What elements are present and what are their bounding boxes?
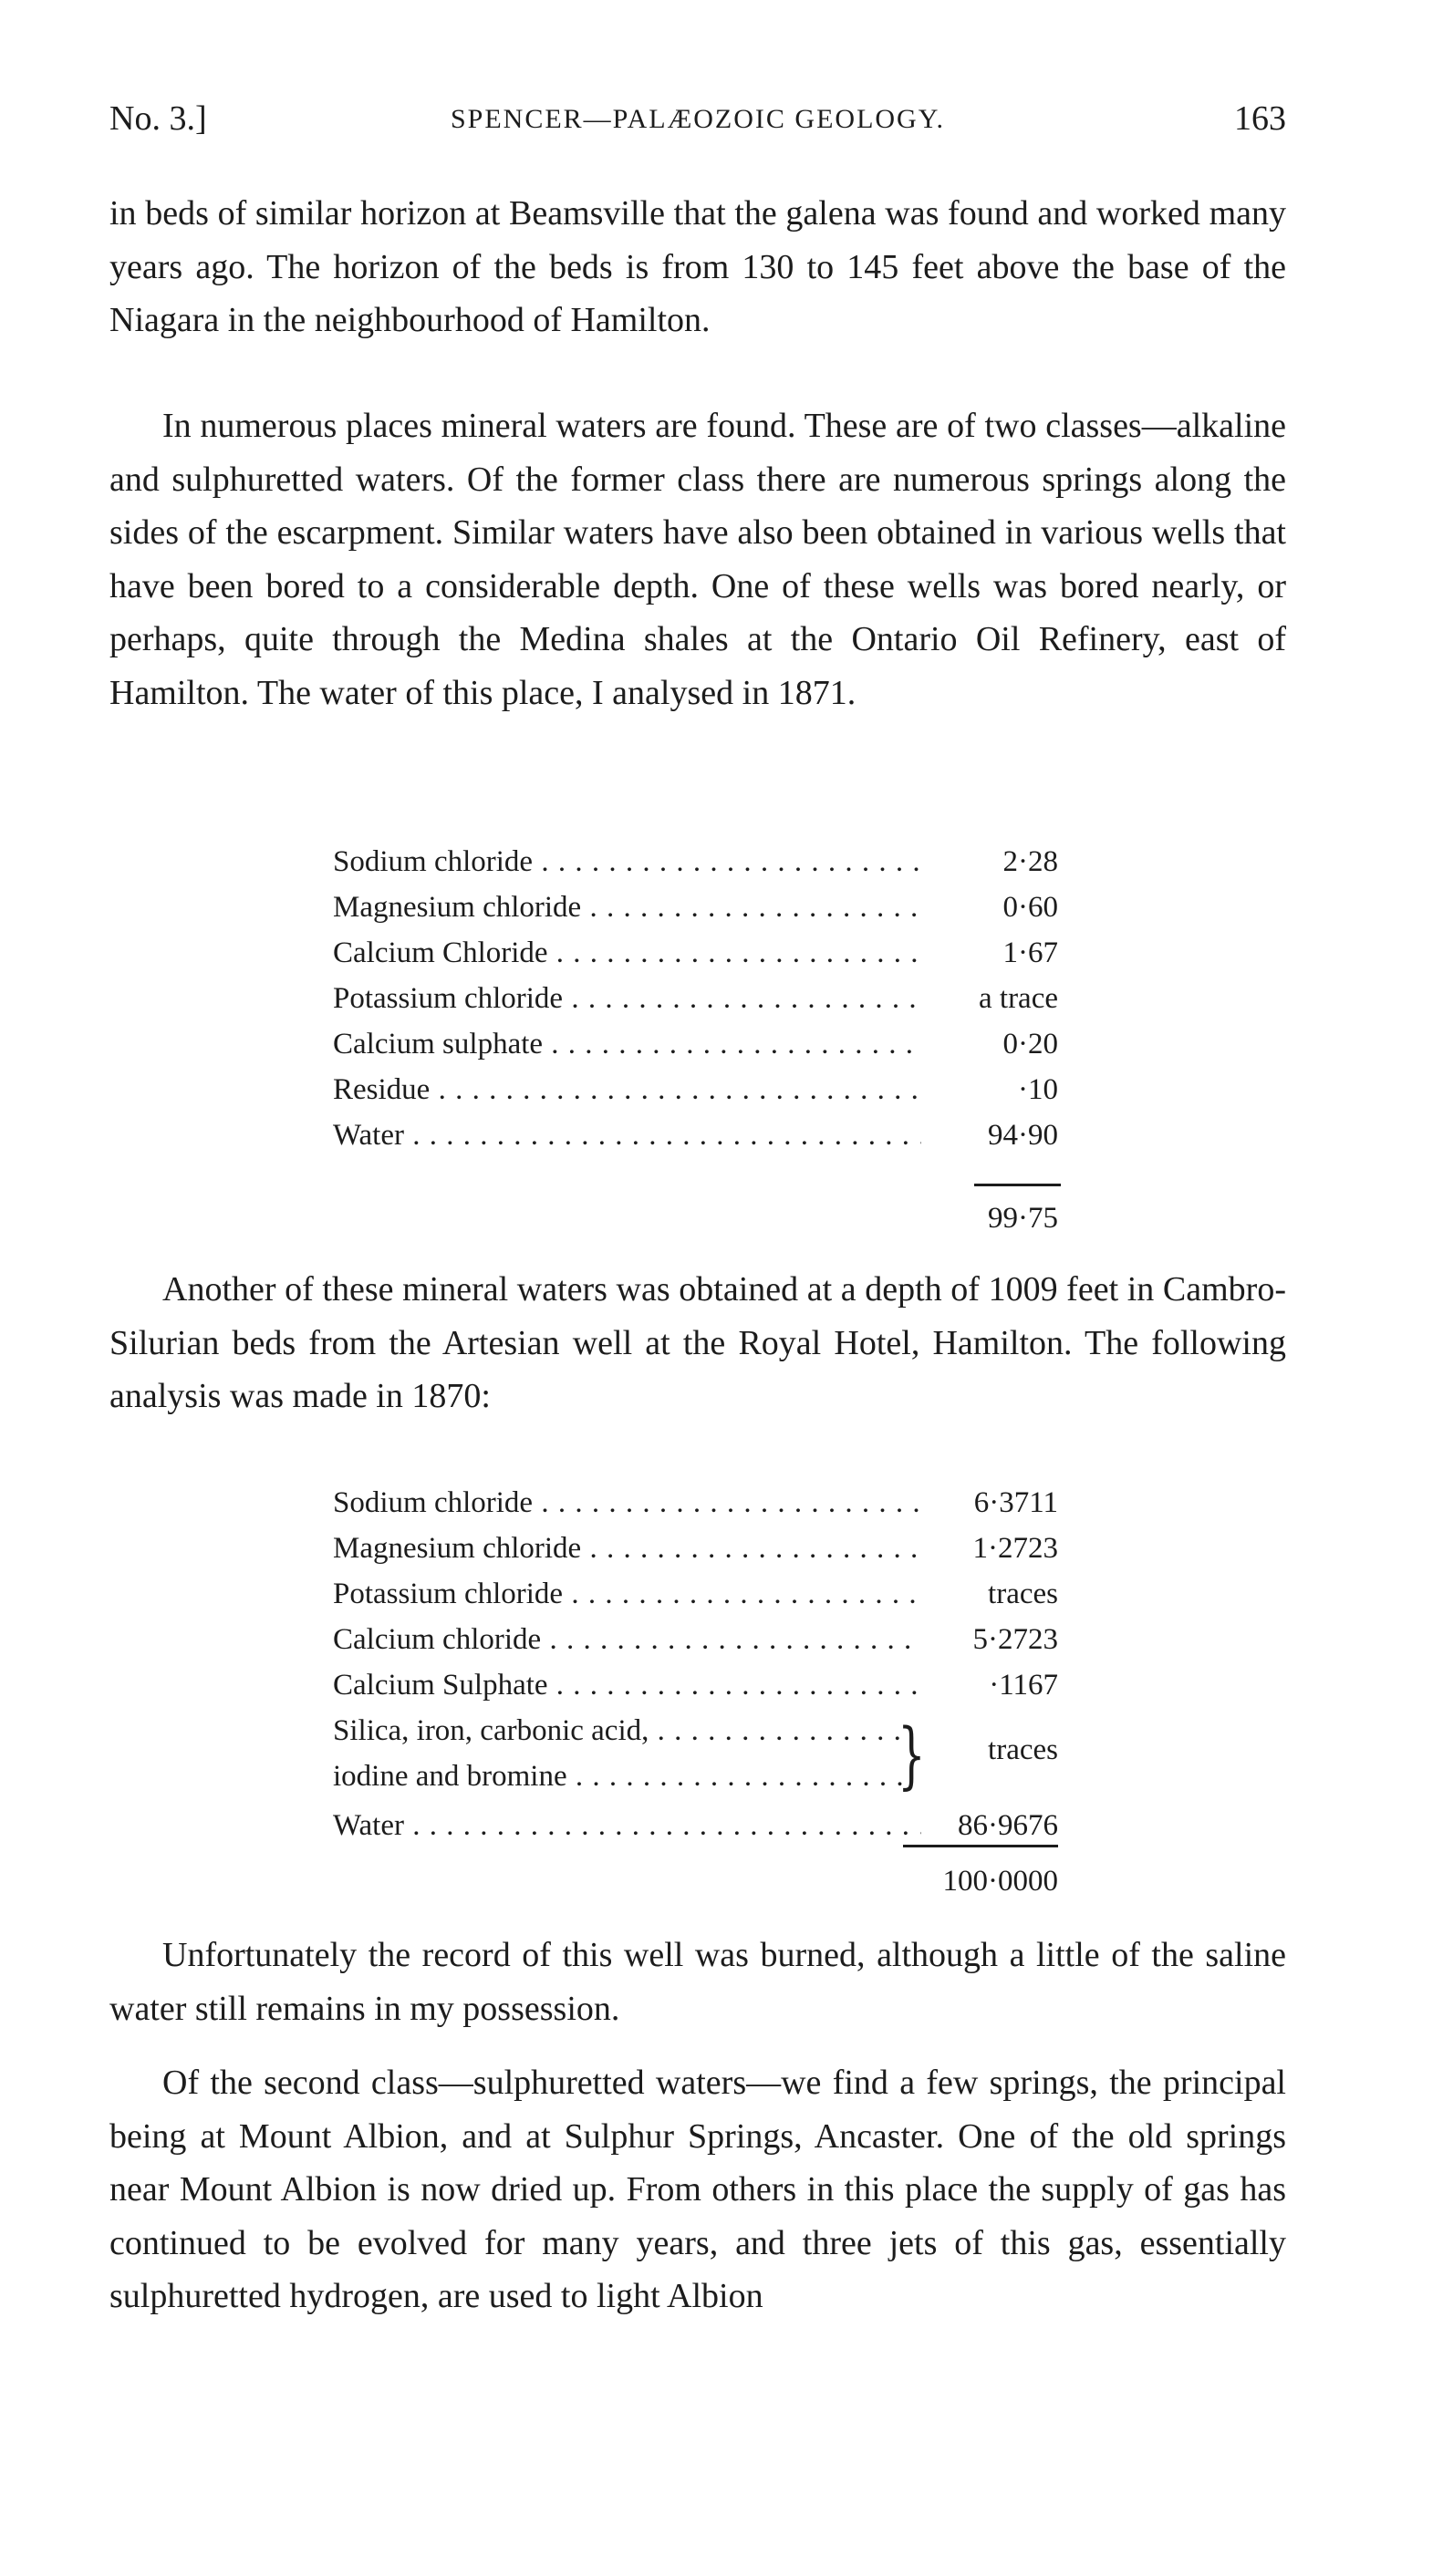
running-title: SPENCER—PALÆOZOIC GEOLOGY. [450, 104, 946, 134]
row-value: 5·2723 [972, 1623, 1058, 1656]
grouped-value: traces [988, 1733, 1058, 1766]
table-row [333, 1662, 1058, 1708]
table-row [333, 1526, 1058, 1571]
total-value: 100·0000 [942, 1865, 1058, 1898]
row-value: 2·28 [1002, 845, 1058, 878]
row-label: Water . . . [333, 1112, 921, 1158]
analysis-table-1870 [333, 1480, 1058, 1848]
row-label: Calcium sulphate . . . [333, 1021, 921, 1067]
table-row [333, 1021, 1058, 1067]
grouped-label-line-2: iodine and bromine . . . [333, 1754, 903, 1799]
row-label: Calcium chloride . . . [333, 1617, 921, 1662]
row-value: 0·20 [1002, 1028, 1058, 1060]
row-value: 86·9676 [958, 1809, 1058, 1842]
paragraph-5-text: Of the second class—sulphuretted waters—we find a few springs, the principal being at Mount Albion, and at Sulphur Springs, Ancaster. One of the old springs near Mount Albion is now dried up. From others in this place the supply of gas has continued to be evolved for many years, and three jets of this gas, essentially sulphuretted hydrogen, are used to light Albion [109, 2064, 1286, 2315]
table-row [333, 1112, 1058, 1158]
row-value: 1·67 [1002, 936, 1058, 969]
row-value: a trace [979, 982, 1058, 1015]
paragraph-4-text: Unfortunately the record of this well was burned, although a little of the saline water still remains in my possession. [109, 1936, 1286, 2028]
table-row [333, 1571, 1058, 1617]
row-label: Calcium Sulphate . . . [333, 1662, 921, 1708]
row-label: Calcium Chloride . . . [333, 930, 921, 976]
row-label: Potassium chloride . . . [333, 976, 921, 1021]
row-label: Magnesium chloride . . . [333, 1526, 921, 1571]
table-row [333, 885, 1058, 930]
row-value: 1·2723 [972, 1532, 1058, 1565]
table-row [333, 839, 1058, 885]
analysis-table-1871 [333, 839, 1058, 1158]
paragraph-4 [109, 1929, 1286, 2035]
sum-rule [974, 1184, 1061, 1186]
paragraph-5 [109, 2056, 1286, 2323]
table-row [333, 1067, 1058, 1112]
total-value: 99·75 [988, 1202, 1058, 1235]
paragraph-2 [109, 399, 1286, 719]
table-row [333, 1617, 1058, 1662]
row-label: Residue . . . [333, 1067, 921, 1112]
sum-rule [903, 1845, 1058, 1847]
grouped-row [333, 1708, 1058, 1803]
row-label: Water . . . [333, 1803, 921, 1848]
row-value: 94·90 [988, 1119, 1058, 1152]
table-row [333, 1480, 1058, 1526]
table-row [333, 1803, 1058, 1848]
paragraph-2-text: In numerous places mineral waters are found. These are of two classes—alkaline and sulphuretted waters. Of the former class there are numerous springs along the sides of the escarpment. Similar waters have also been obtained in various wells that have been bored to a considerable depth. One of these wells was bored nearly, or perhaps, quite through the Medina shales at the Ontario Oil Refinery, east of Hamilton. The water of this place, I analysed in 1871. [109, 407, 1286, 712]
row-value: traces [988, 1578, 1058, 1610]
row-label: Potassium chloride . . . [333, 1571, 921, 1617]
issue-number: No. 3.] [109, 99, 207, 138]
grouped-label-line-1: Silica, iron, carbonic acid, . . . [333, 1708, 903, 1754]
row-label: Sodium chloride . . . [333, 1480, 921, 1526]
row-value: 6·3711 [973, 1486, 1058, 1519]
paragraph-3 [109, 1263, 1286, 1423]
page-number: 163 [1234, 99, 1286, 138]
table-row [333, 930, 1058, 976]
paragraph-3-text: Another of these mineral waters was obtained at a depth of 1009 feet in Cambro-Silurian beds from the Artesian well at the Royal Hotel, Hamilton. The following analysis was made in 1870: [109, 1270, 1286, 1415]
row-value: ·1167 [989, 1669, 1058, 1702]
row-value: ·10 [1018, 1073, 1058, 1106]
paragraph-1: in beds of similar horizon at Beamsville that the galena was found and worked many years ago. The horizon of the beds is from 130 to 145 feet above the base of the Niagara in the neighbourhood of Hamilton. [109, 194, 1286, 339]
table-row [333, 976, 1058, 1021]
row-label: Magnesium chloride . . . [333, 885, 921, 930]
row-value: 0·60 [1002, 891, 1058, 924]
right-brace-icon: } [898, 1712, 926, 1797]
running-header [109, 98, 1286, 144]
row-label: Sodium chloride . . . [333, 839, 921, 885]
